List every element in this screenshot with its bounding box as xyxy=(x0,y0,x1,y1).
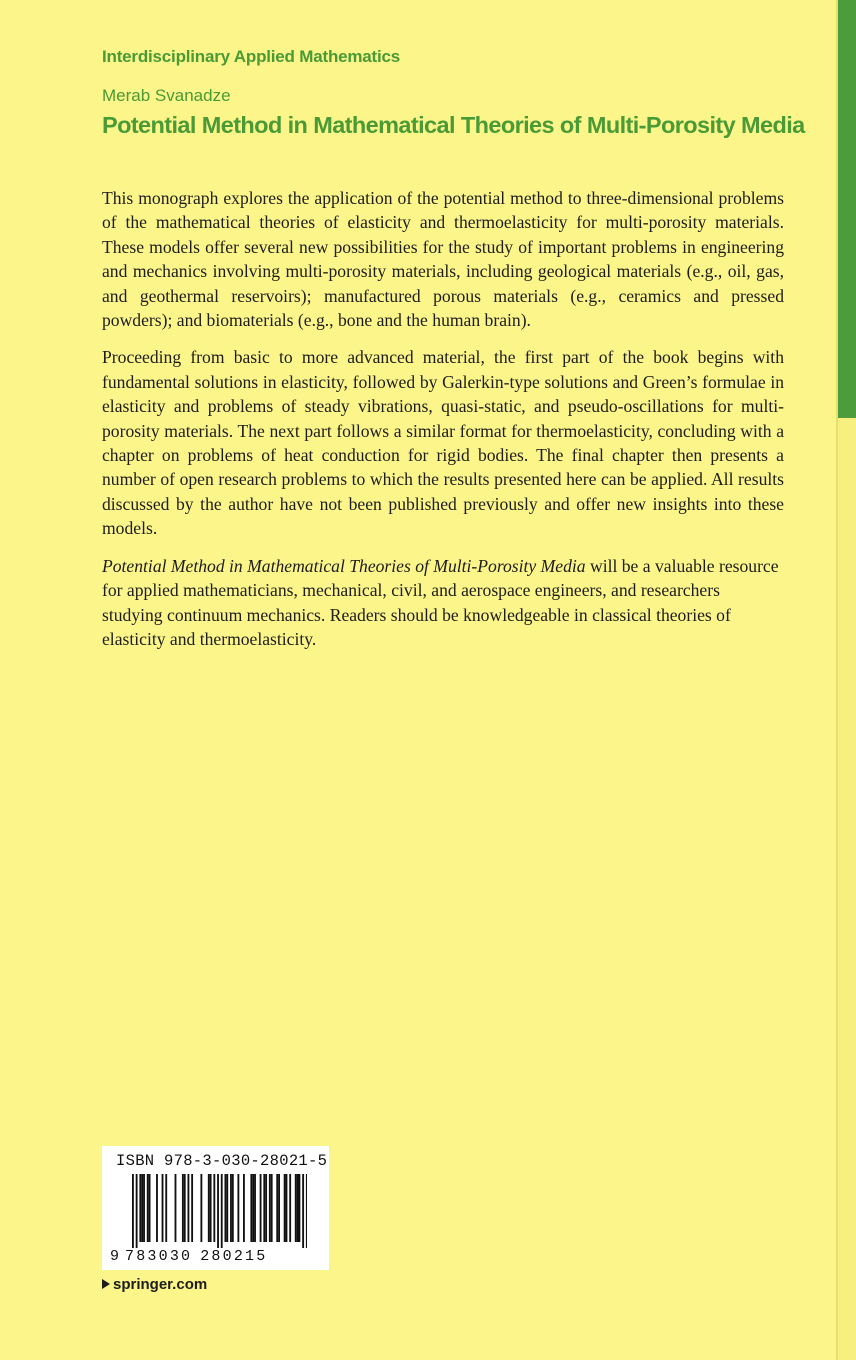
barcode-bar xyxy=(208,1174,210,1242)
barcode-bar xyxy=(165,1174,167,1242)
barcode-bar xyxy=(263,1174,265,1242)
blurb-paragraph-3-text: will be a valuable resource for applied mathematicians, mechanical, civil, and aerospace engineers, and researchers studying continuum mechanics. Readers should be knowledgeable in classical theories of elasticity and thermoelasticity. xyxy=(102,555,779,649)
blurb-paragraph-3 xyxy=(102,554,784,652)
barcode-bar xyxy=(237,1174,239,1242)
barcode-bar xyxy=(143,1174,145,1242)
barcode-bar xyxy=(141,1174,143,1242)
barcode-bar xyxy=(136,1174,138,1248)
blurb xyxy=(102,186,784,664)
barcode-bar xyxy=(182,1174,184,1242)
blurb-title-italic: Potential Method in Mathematical Theories of Multi-Porosity Media xyxy=(102,555,586,576)
publisher-url: springer.com xyxy=(113,1276,208,1293)
barcode-icon xyxy=(132,1174,307,1248)
barcode-bar xyxy=(271,1174,273,1242)
barcode-bar xyxy=(252,1174,254,1242)
barcode-bar xyxy=(289,1174,291,1242)
spine-green-bar xyxy=(838,0,856,418)
barcode-bar xyxy=(191,1174,193,1242)
barcode-group-1: 783030 xyxy=(125,1248,193,1265)
barcode-bar xyxy=(265,1174,267,1242)
barcode-bar xyxy=(132,1174,134,1248)
barcode-bar xyxy=(230,1174,232,1242)
barcode-bar xyxy=(295,1174,297,1242)
barcode-bar xyxy=(278,1174,280,1242)
barcode-bar xyxy=(269,1174,271,1242)
barcode-bar xyxy=(250,1174,252,1242)
barcode-bar xyxy=(225,1174,227,1242)
barcode-bar xyxy=(284,1174,286,1242)
barcode-bar xyxy=(184,1174,186,1242)
barcode-bar xyxy=(306,1174,307,1248)
barcode-bar xyxy=(210,1174,212,1242)
barcode-bar xyxy=(226,1174,228,1242)
barcode-bar xyxy=(162,1174,164,1242)
right-triangle-icon xyxy=(102,1279,110,1289)
barcode-bar xyxy=(149,1174,151,1242)
barcode-bar xyxy=(156,1174,158,1242)
barcode-bar xyxy=(200,1174,202,1242)
barcode-bar xyxy=(297,1174,299,1242)
blurb-paragraph-2: Proceeding from basic to more advanced material, the first part of the book begins with fundamental solutions in elasticity, followed by Galerkin-type solutions and Green’s formulae in elasticity and problems of steady vibrations, quasi-static, and pseudo-oscillations for multi-porosity materials. The next part follows a similar format for thermoelasticity, concluding with a chapter on problems of heat conduction for rigid bodies. The final chapter then presents a number of open research problems to which the results presented here can be applied. All results discussed by the author have not been published previously and offer new insights into these models. xyxy=(102,347,784,539)
barcode-bar xyxy=(299,1174,301,1242)
blurb-paragraph-1: This monograph explores the application of the potential method to three-dimensional problems of the mathematical theories of elasticity and thermoelasticity for multi-porosity materials. These models offer several new possibilities for the study of important problems in engineering and mechanics involving multi-porosity materials, including geological materials (e.g., oil, gas, and geothermal reservoirs); manufactured porous materials (e.g., ceramics and pressed powders); and biomaterials (e.g., bone and the human brain). xyxy=(102,188,784,331)
barcode-lead-digit: 9 xyxy=(110,1248,120,1265)
barcode-bar xyxy=(217,1174,219,1248)
isbn-label: ISBN 978-3-030-28021-5 xyxy=(116,1152,328,1170)
barcode-bar xyxy=(175,1174,177,1242)
barcode-bar xyxy=(286,1174,288,1242)
barcode-bar xyxy=(243,1174,245,1242)
barcode-bar xyxy=(260,1174,262,1242)
barcode-bar xyxy=(254,1174,256,1242)
book-title: Potential Method in Mathematical Theories of Multi-Porosity Media xyxy=(102,112,805,138)
barcode-bar xyxy=(139,1174,141,1242)
barcode-bar xyxy=(221,1174,223,1248)
barcode-bar xyxy=(232,1174,234,1242)
barcode-bar xyxy=(302,1174,304,1248)
barcode-digits xyxy=(110,1248,267,1265)
author-name: Merab Svanadze xyxy=(102,86,231,105)
barcode-bar xyxy=(213,1174,215,1242)
barcode-panel xyxy=(102,1146,329,1270)
barcode-bar xyxy=(276,1174,278,1242)
barcode-bar xyxy=(147,1174,149,1242)
publisher-link[interactable] xyxy=(102,1276,207,1293)
barcode-group-2: 280215 xyxy=(200,1248,268,1265)
series-title: Interdisciplinary Applied Mathematics xyxy=(102,47,401,66)
barcode-bar xyxy=(188,1174,190,1242)
